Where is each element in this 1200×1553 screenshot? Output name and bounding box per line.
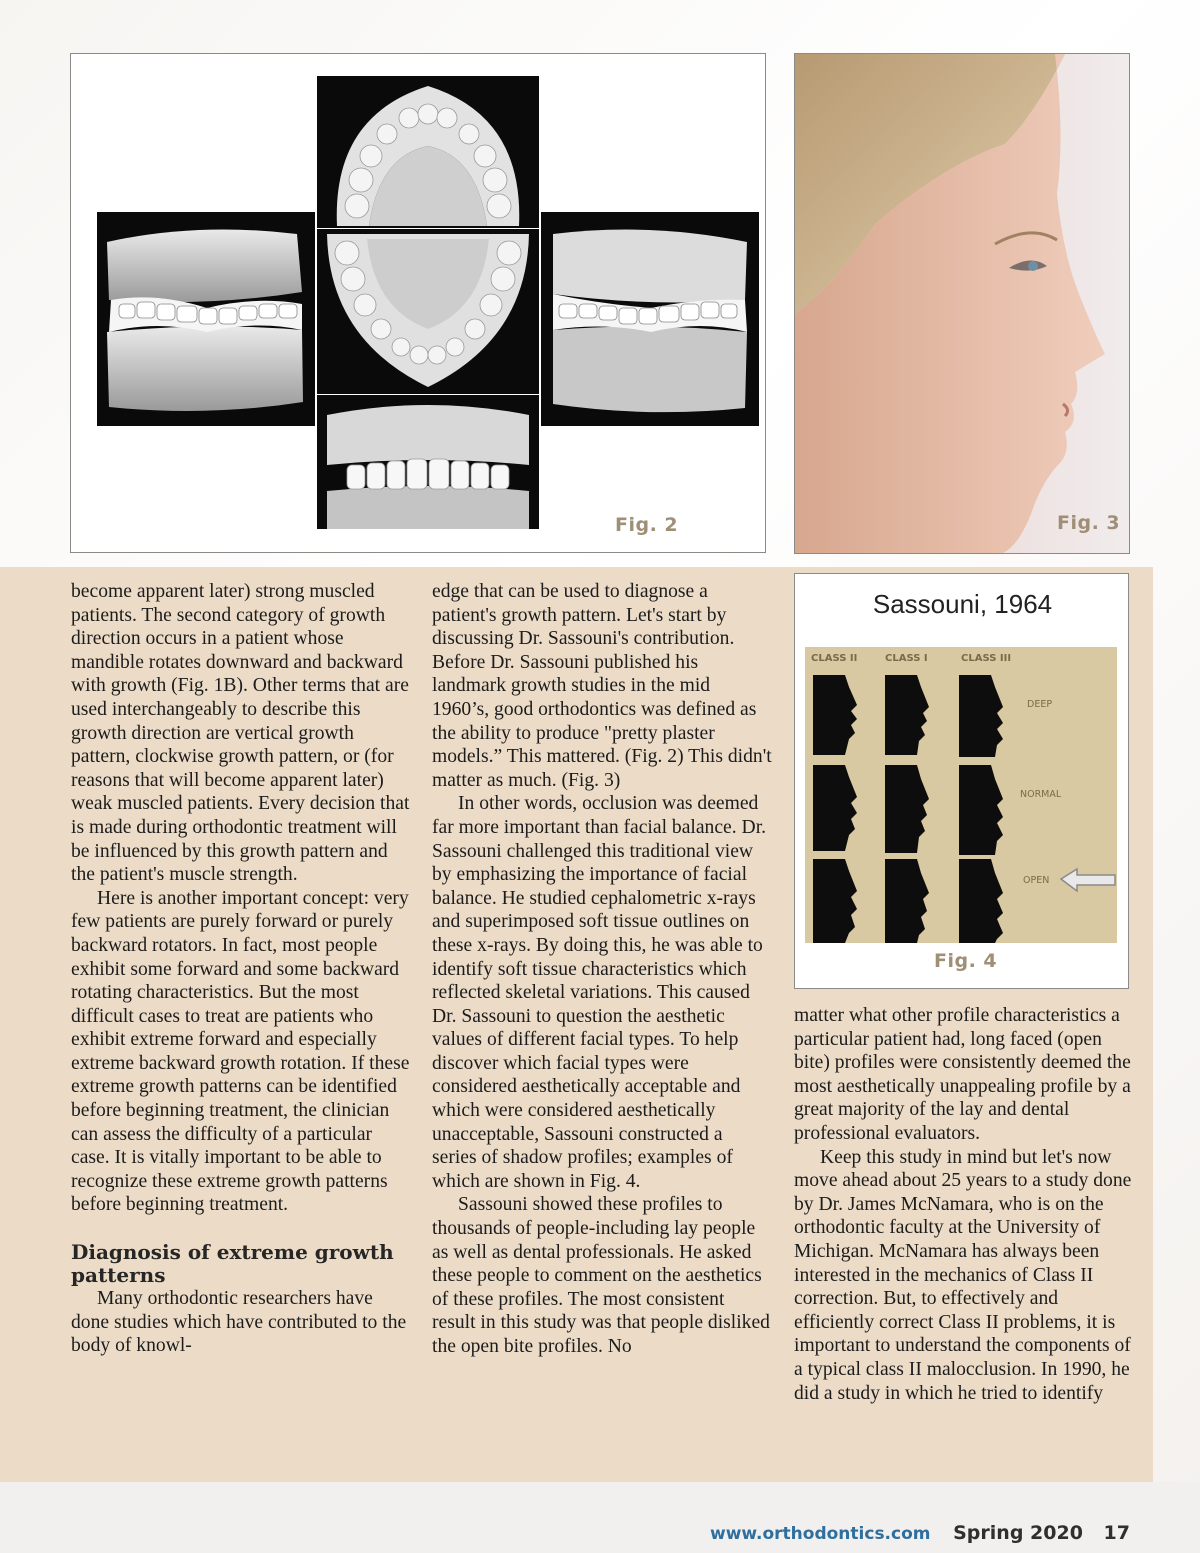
text-column-1 [71,580,411,1358]
issue-date: Spring 2020 [953,1522,1083,1544]
profile-shadow [959,675,1003,757]
figure-3-label: Fig. 3 [1057,512,1121,534]
profile-shadow [959,765,1003,855]
shadow-profile-grid [805,647,1117,943]
row-label-deep: DEEP [1027,699,1053,710]
paragraph: Many orthodontic researchers have done studies which have contributed to the body of knowl- [71,1288,407,1357]
column-label-class-ii: CLASS II [811,653,858,664]
model-left-lateral-photo [97,212,315,426]
girl-profile-photo [795,54,1130,554]
paragraph: Here is another important concept: very few patients are purely forward or purely backward rotators. In fact, most people exhibit some forward and some backward rotating characteristics. But the most difficult cases to treat are patients who exhibit extreme forward and especially extreme backward growth rotation. If these extreme growth patterns can be identified before beginning treatment, the clinician can assess the difficulty of a particular case. It is vitally important to be able to recognize these extreme growth patterns before beginning treatment. [71,887,410,1216]
paragraph: In other words, occlusion was deemed far more important than facial balance. Dr. Sassouni challenged this traditional view by emphasizing the importance of facial balance. He studied cephalometric x-rays and superimposed soft tissue outlines on these x-rays. By doing this, he was able to identify soft tissue characteristics which reflected skeletal variations. This caused Dr. Sassouni to question the aesthetic values of different facial types. To help discover which facial types were considered aesthetically acceptable and which were considered aesthetically unacceptable, Sassouni constructed a series of shadow profiles; examples of which are shown in Fig. 4. [432,793,767,1192]
section-heading: Diagnosis of extreme growth patterns [71,1240,394,1288]
shadow-profiles-card [805,647,1117,943]
figure-3 [794,53,1130,554]
arrow-icon [1061,869,1115,891]
model-upper-occlusal-photo [317,76,539,228]
paragraph: edge that can be used to diagnose a patient's growth pattern. Let's start by discussing Dr. Sassouni's contribution. Before Dr. Sassouni published his landmark growth studies in the mid 1960’s, good orthodontics was defined as the ability to produce "pretty plaster models.” This mattered. (Fig. 2) This didn't matter as much. (Fig. 3) [432,581,772,791]
model-right-lateral-photo [541,212,759,426]
profile-shadow [813,765,857,851]
profile-shadow [885,675,929,755]
paragraph: Keep this study in mind but let's now move ahead about 25 years to a study done by Dr. James McNamara, who is on the orthodontic faculty at the University of Michigan. McNamara has always been interested in the mechanics of Class II correction. But, to effectively and efficiently correct Class II problems, it is important to understand the components of a typical class II malocclusion. In 1990, he did a study in which he tried to identify [794,1146,1132,1404]
column-label-class-i: CLASS I [885,653,928,664]
profile-shadow [885,765,929,853]
row-label-open: OPEN [1023,875,1050,886]
page-number: 17 [1103,1522,1130,1544]
page-footer [710,1522,1130,1544]
profile-shadow [885,859,929,943]
profile-shadow [813,675,857,755]
figure-4-title: Sassouni, 1964 [872,589,1053,619]
figure-4 [794,573,1129,989]
model-lower-occlusal-photo [317,229,539,394]
figure-2 [70,53,766,553]
row-label-normal: NORMAL [1020,789,1062,800]
paragraph: matter what other profile characteristics a particular patient had, long faced (open bite) profiles were consistently deemed the most aesthetically unappealing profile by a great majority of the lay and dental professional evaluators. [794,1005,1131,1144]
website-link[interactable]: www.orthodontics.com [710,1524,931,1544]
text-column-2 [432,580,772,1359]
paragraph: become apparent later) strong muscled patients. The second category of growth direction occurs in a patient whose mandible rotates downward and backward with growth (Fig. 1B). Other terms that are used interchangeably to describe this growth direction are vertical growth pattern, clockwise growth pattern, or (for reasons that will become apparent later) weak muscled patients. Every decision that is made during orthodontic treatment will be influenced by this growth pattern and the patient's muscle strength. [71,581,410,886]
column-label-class-iii: CLASS III [961,653,1012,664]
profile-shadow [959,859,1003,943]
model-frontal-photo [317,395,539,529]
text-column-3 [794,1004,1134,1405]
paragraph: Sassouni showed these profiles to thousands of people-including lay people as well as dental professionals. He asked these people to comment on the aesthetics of these profiles. The most consistent result in this study was that people disliked the open bite profiles. No [432,1194,770,1357]
figure-2-label: Fig. 2 [615,514,679,536]
profile-shadow [813,859,857,943]
figure-4-label: Fig. 4 [934,950,998,972]
